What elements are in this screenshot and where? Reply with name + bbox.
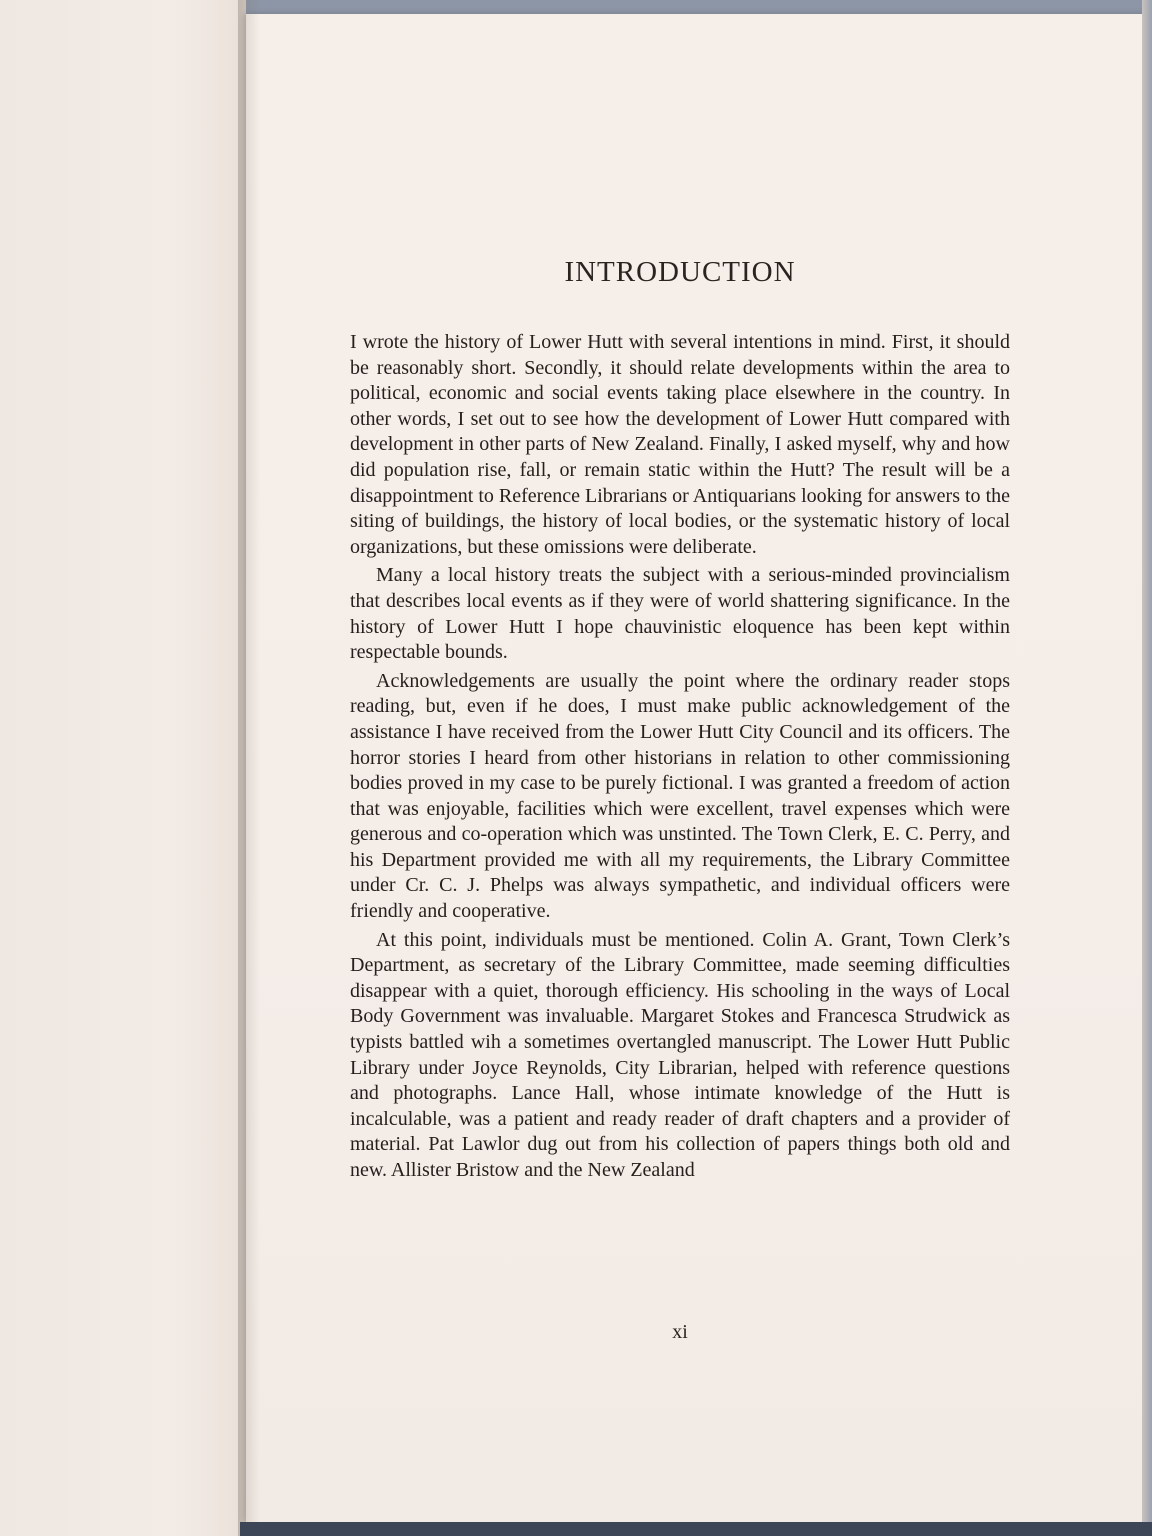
body-text [350, 330, 1010, 1184]
page-number: xi [672, 1321, 688, 1343]
book-spine-shadow [238, 0, 260, 1536]
book-bottom-edge [240, 1522, 1152, 1536]
paragraph-4: At this point, individuals must be mentioned. Colin A. Grant, Town Clerk’s Department, as secretary of the Library Committee, made seeming difficulties disappear with a quiet, thorough efficiency. His schooling in the ways of Local Body Government was invaluable. Margaret Stokes and Francesca Strudwick as typists battled wih a sometimes overtangled manuscript. The Lower Hutt Public Library under Joyce Reynolds, City Librarian, helped with reference questions and photographs. Lance Hall, whose intimate knowledge of the Hutt is incalculable, was a patient and ready reader of draft chapters and a provider of material. Pat Lawlor dug out from his collection of papers things both old and new. Allister Bristow and the New Zealand [350, 928, 1010, 1181]
paragraph-1: I wrote the history of Lower Hutt with several intentions in mind. First, it should be reasonably short. Secondly, it should relate developments within the area to political, economic and social events taking place elsewhere in the country. In other words, I set out to see how the development of Lower Hutt compared with development in other parts of New Zealand. Finally, I asked myself, why and how did population rise, fall, or remain static within the Hutt? The result will be a disappointment to Reference Librarians or Antiquarians looking for answers to the siting of buildings, the history of local bodies, or the systematic history of local organizations, but these omissions were deliberate. [350, 331, 1010, 558]
page-right-edge [1142, 0, 1152, 1536]
paragraph-2: Many a local history treats the subject with a serious-minded provincialism that describes local events as if they were of world shattering significance. In the history of Lower Hutt I hope chauvinistic eloquence has been kept within respectable bounds. [350, 564, 1010, 664]
left-page [0, 0, 246, 1536]
paragraph-3: Acknowledgements are usually the point where the ordinary reader stops reading, but, even if he does, I must make public acknowledgement of the assistance I have received from the Lower Hutt City Council and its officers. The horror stories I heard from other historians in relation to other commissioning bodies proved in my case to be purely fictional. I was granted a freedom of action that was enjoyable, facilities which were excellent, travel expenses which were generous and co-operation which was unstinted. The Town Clerk, E. C. Perry, and his Department provided me with all my requirements, the Library Committee under Cr. C. J. Phelps was always sympathetic, and individual officers were friendly and cooperative. [350, 669, 1010, 923]
chapter-heading: INTRODUCTION [564, 256, 796, 288]
